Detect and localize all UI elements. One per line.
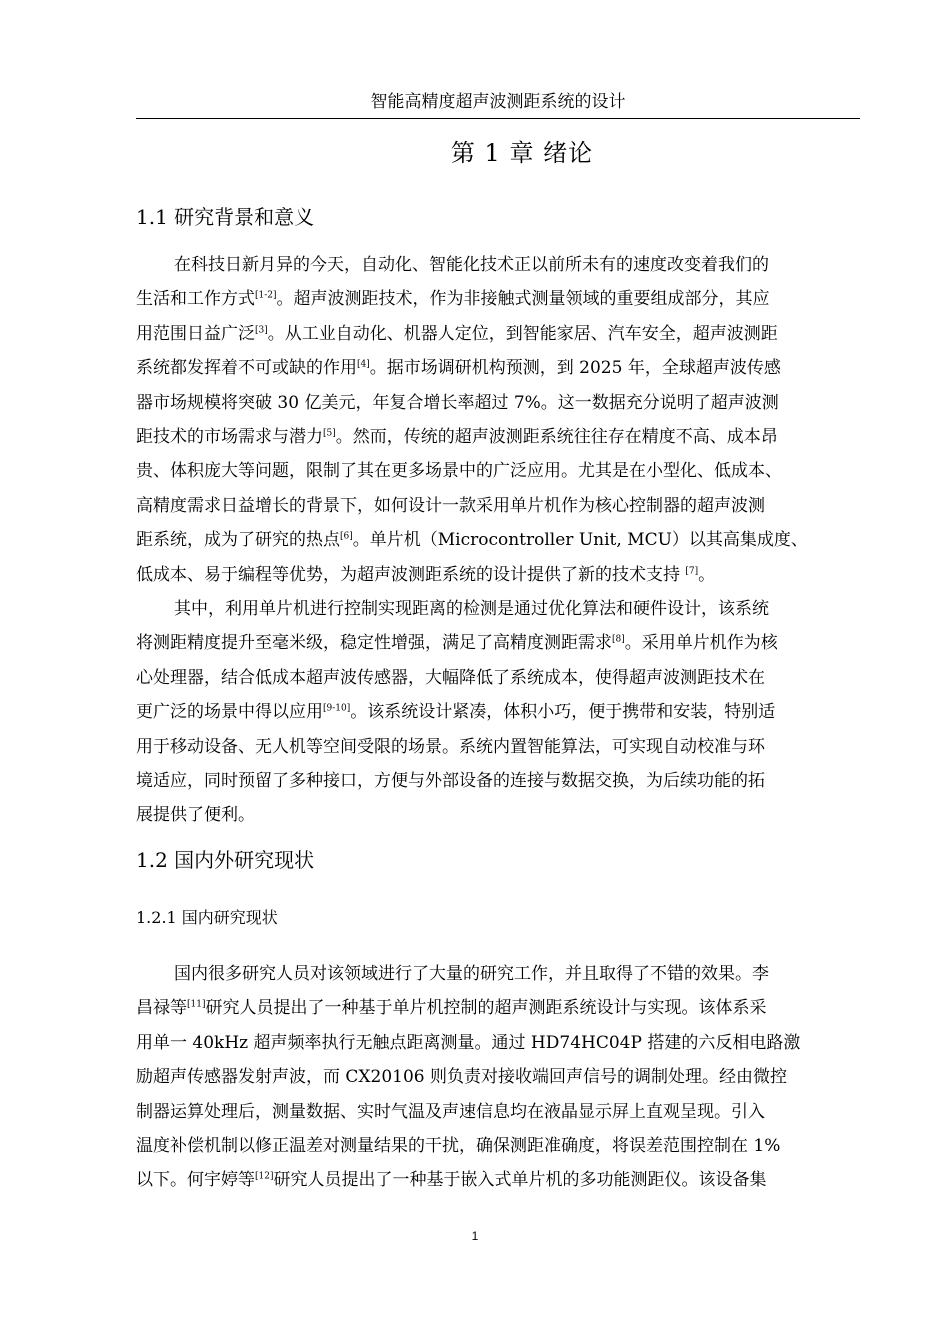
citation-ref: [6]	[340, 531, 353, 542]
citation-ref: [3]	[255, 325, 268, 336]
chapter-title: 第 1 章 绪论	[450, 139, 594, 167]
section-heading-1-2: 1.2 国内外研究现状	[136, 848, 315, 872]
citation-ref: [11]	[187, 999, 206, 1010]
paragraph-domestic-research	[136, 957, 856, 1198]
text-line: 以下。何宇婷等[12]研究人员提出了一种基于嵌入式单片机的多功能测距仪。该设备集	[136, 1170, 767, 1191]
citation-ref: [4]	[357, 359, 370, 370]
citation-ref: [9-10]	[323, 703, 351, 714]
paragraph-background-2	[136, 592, 856, 833]
text-line: 更广泛的场景中得以应用[9-10]。该系统设计紧凑，体积小巧，便于携带和安装，特别适	[136, 702, 776, 723]
citation-ref: [12]	[255, 1171, 274, 1182]
text-line: 用范围日益广泛[3]。从工业自动化、机器人定位，到智能家居、汽车安全，超声波测距	[136, 323, 778, 344]
citation-ref: [7]	[685, 565, 699, 576]
page-number: 1	[471, 1229, 479, 1243]
text-line: 距系统，成为了研究的热点[6]。单片机（Microcontroller Unit, MCU）以其高集成度、	[136, 530, 808, 551]
text-line: 其中，利用单片机进行控制实现距离的检测是通过优化算法和硬件设计，该系统	[174, 599, 769, 619]
citation-ref: [1-2]	[255, 290, 277, 301]
text-line: 温度补偿机制以修正温差对测量结果的干扰，确保测距准确度，将误差范围控制在 1%	[136, 1135, 781, 1156]
text-line: 在科技日新月异的今天，自动化、智能化技术正以前所未有的速度改变着我们的	[174, 255, 769, 275]
citation-ref: [5]	[323, 428, 336, 439]
paragraph-background-1	[136, 248, 856, 592]
text-line: 将测距精度提升至毫米级，稳定性增强，满足了高精度测距需求[8]。采用单片机作为核	[136, 633, 778, 654]
section-heading-1-1: 1.1 研究背景和意义	[136, 205, 315, 229]
text-line: 制器运算处理后，测量数据、实时气温及声速信息均在液晶显示屏上直观呈现。引入	[136, 1101, 765, 1122]
citation-ref: [8]	[612, 634, 625, 645]
subsection-heading-1-2-1: 1.2.1 国内研究现状	[136, 908, 278, 927]
text-line: 生活和工作方式[1-2]。超声波测距技术，作为非接触式测量领域的重要组成部分，其应	[136, 289, 770, 310]
text-line: 低成本、易于编程等优势，为超声波测距系统的设计提供了新的技术支持 [7]。	[136, 564, 716, 585]
text-line: 国内很多研究人员对该领域进行了大量的研究工作，并且取得了不错的效果。李	[174, 964, 769, 984]
text-line: 系统都发挥着不可或缺的作用[4]。据市场调研机构预测，到 2025 年，全球超声波传感	[136, 358, 781, 379]
text-line: 用于移动设备、无人机等空间受限的场景。系统内置智能算法，可实现自动校准与环	[136, 736, 765, 757]
text-line: 贵、体积庞大等问题，限制了其在更多场景中的广泛应用。尤其是在小型化、低成本、	[136, 461, 782, 482]
running-header: 智能高精度超声波测距系统的设计	[136, 91, 860, 119]
text-line: 展提供了便利。	[136, 805, 255, 826]
text-line: 距技术的市场需求与潜力[5]。然而，传统的超声波测距系统往往存在精度不高、成本昂	[136, 426, 778, 447]
text-line: 心处理器，结合低成本超声波传感器，大幅降低了系统成本，使得超声波测距技术在	[136, 667, 765, 688]
text-line: 昌禄等[11]研究人员提出了一种基于单片机控制的超声测距系统设计与实现。该体系采	[136, 998, 767, 1019]
text-line: 励超声传感器发射声波，而 CX20106 则负责对接收端回声信号的调制处理。经由微控	[136, 1067, 787, 1088]
text-line: 用单一 40kHz 超声频率执行无触点距离测量。通过 HD74HC04P 搭建的六反相电路激	[136, 1032, 801, 1053]
text-line: 器市场规模将突破 30 亿美元，年复合增长率超过 7%。这一数据充分说明了超声波测	[136, 392, 779, 413]
text-line: 境适应，同时预留了多种接口，方便与外部设备的连接与数据交换，为后续功能的拓	[136, 770, 765, 791]
text-line: 高精度需求日益增长的背景下，如何设计一款采用单片机作为核心控制器的超声波测	[136, 495, 765, 516]
